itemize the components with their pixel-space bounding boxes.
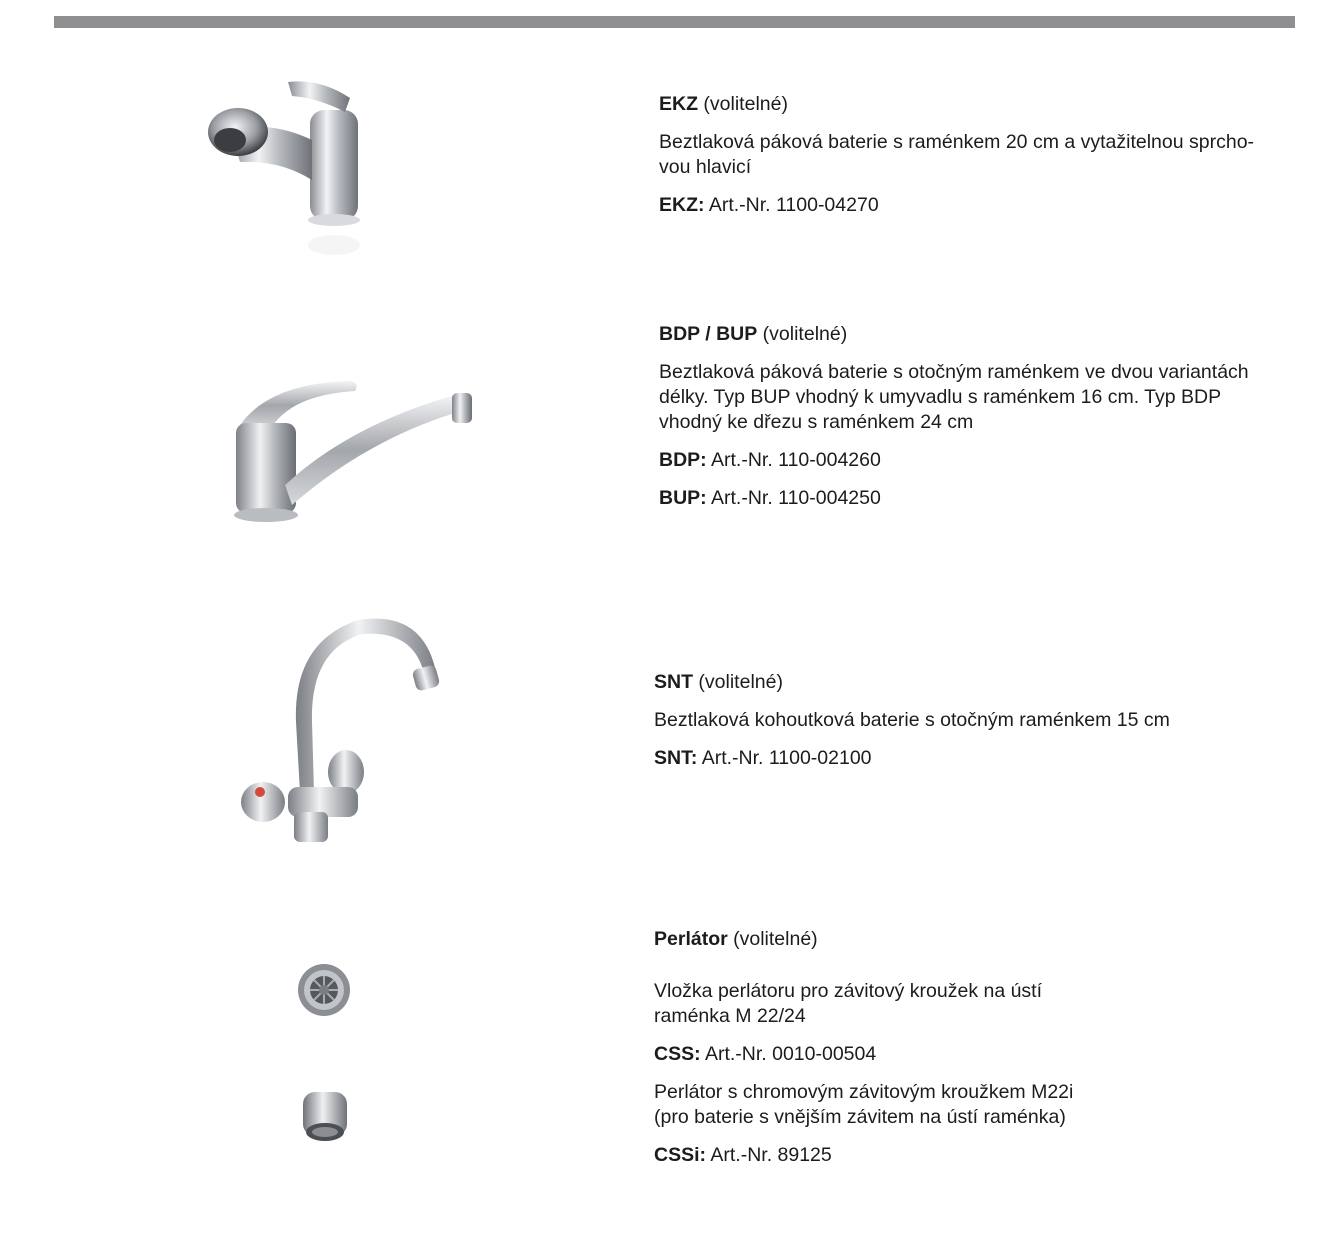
ekz-description: Beztlaková páková baterie s raménkem 20 cm a vytažitelnou sprcho- vou hlavicí: [659, 131, 1255, 178]
css-aerator-insert-image: [296, 962, 352, 1018]
perlator-heading: Perlátor (volitelné): [654, 928, 818, 950]
cssi-article-number: CSSi: Art.-Nr. 89125: [654, 1144, 832, 1166]
css-article-number: CSS: Art.-Nr. 0010-00504: [654, 1043, 877, 1065]
snt-heading: SNT (volitelné): [654, 671, 783, 693]
bdp-bup-description: Beztlaková páková baterie s otočným raménkem ve dvou variantách délky. Typ BUP vhodný k umyvadlu s raménkem 16 cm. Typ BDP vhodný ke dřezu s raménkem 24 cm: [659, 361, 1249, 433]
bdp-bup-faucet-image: [230, 375, 480, 530]
cssi-description: Perlátor s chromovým závitovým kroužkem M22i (pro baterie s vnějším závitem na ústí raménka): [654, 1081, 1074, 1128]
cssi-aerator-chrome-image: [300, 1088, 350, 1144]
bup-article-number: BUP: Art.-Nr. 110-004250: [659, 487, 881, 509]
snt-description: Beztlaková kohoutková baterie s otočným raménkem 15 cm: [654, 709, 1170, 731]
css-description: Vložka perlátoru pro závitový kroužek na ústí raménka M 22/24: [654, 980, 1043, 1027]
ekz-article-number: EKZ: Art.-Nr. 1100-04270: [659, 194, 879, 216]
ekz-faucet-image: [200, 70, 370, 270]
bdp-bup-heading: BDP / BUP (volitelné): [659, 323, 848, 345]
snt-faucet-image: [238, 612, 448, 852]
ekz-heading: EKZ (volitelné): [659, 93, 788, 115]
top-divider-bar: [54, 16, 1295, 28]
bdp-article-number: BDP: Art.-Nr. 110-004260: [659, 449, 881, 471]
snt-article-number: SNT: Art.-Nr. 1100-02100: [654, 747, 872, 769]
